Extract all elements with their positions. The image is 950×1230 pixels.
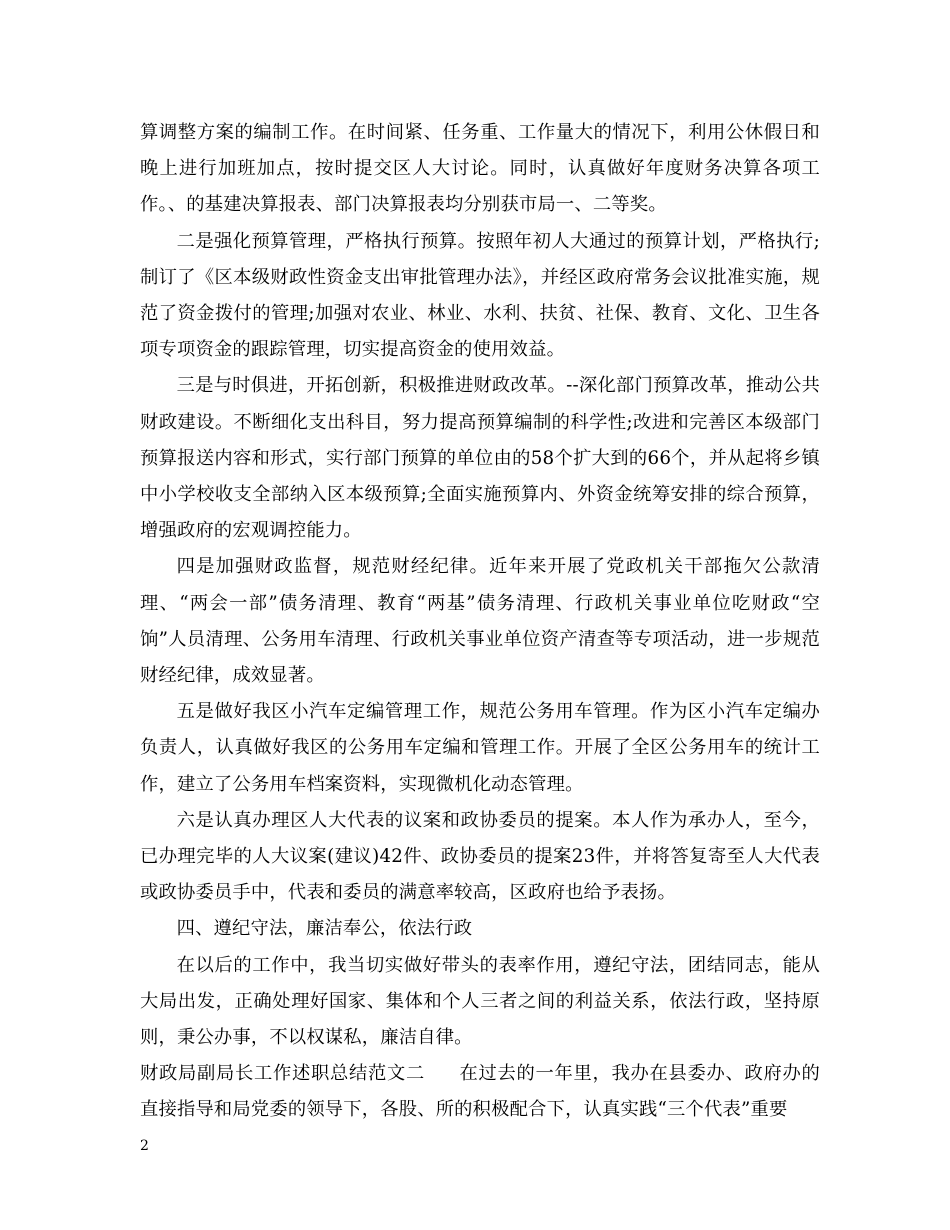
- paragraph-vehicle-management: 五是做好我区小汽车定编管理工作，规范公务用车管理。作为区小汽车定编办负责人，认真做好我区的公务用车定编和管理工作。开展了全区公务用车的统计工作，建立了公务用车档案资料，实现微机化动态管理。: [140, 701, 820, 795]
- document-body: [140, 115, 820, 1129]
- paragraph-next-article: [140, 1056, 820, 1128]
- page-number: 2: [140, 1138, 149, 1154]
- next-article-title: 财政局副局长工作述职总结范文二: [140, 1063, 425, 1085]
- paragraph-fiscal-supervision: 四是加强财政监督，规范财经纪律。近年来开展了党政机关干部拖欠公款清理、“两会一部”债务清理、教育“两基”债务清理、行政机关事业单位吃财政“空饷”人员清理、公务用车清理、行政机关事业单位资产清查等专项活动，进一步规范财经纪律，成效显著。: [140, 556, 820, 687]
- paragraph-fiscal-reform: 三是与时俱进，开拓创新，积极推进财政改革。--深化部门预算改革，推动公共财政建设。不断细化支出科目，努力提高预算编制的科学性;改进和完善区本级部门预算报送内容和形式，实行部门预算的单位由的58个扩大到的66个，并从起将乡镇中小学校收支全部纳入区本级预算;全面实施预算内、外资金统筹安排的综合预算，增强政府的宏观调控能力。: [140, 375, 820, 542]
- paragraph-integrity: 在以后的工作中，我当切实做好带头的表率作用，遵纪守法，团结同志，能从大局出发，正确处理好国家、集体和个人三者之间的利益关系，依法行政，坚持原则，秉公办事，不以权谋私，廉洁自律。: [140, 954, 820, 1049]
- next-article-text: 在过去的一年里，我办在县委办、政府办的直接指导和局党委的领导下，各股、所的积极配合下，认真实践“三个代表”重要: [140, 1063, 820, 1121]
- paragraph-proposals: 六是认真办理区人大代表的议案和政协委员的提案。本人作为承办人，至今，已办理完毕的人大议案(建议)42件、政协委员的提案23件，并将答复寄至人大代表或政协委员手中，代表和委员的满意率较高，区政府也给予表扬。: [140, 809, 820, 904]
- paragraph-budget-management: 二是强化预算管理，严格执行预算。按照年初人大通过的预算计划，严格执行;制订了《区本级财政性资金支出审批管理办法》，并经区政府常务会议批准实施，规范了资金拨付的管理;加强对农业、林业、水利、扶贫、社保、教育、文化、卫生各项专项资金的跟踪管理，切实提高资金的使用效益。: [140, 230, 820, 361]
- paragraph-continuation: 算调整方案的编制工作。在时间紧、任务重、工作量大的情况下，利用公休假日和晚上进行加班加点，按时提交区人大讨论。同时，认真做好年度财务决算各项工作。、的基建决算报表、部门决算报表均分别获市局一、二等奖。: [140, 122, 820, 216]
- section-heading: 四、遵纪守法，廉洁奉公，依法行政: [176, 918, 473, 940]
